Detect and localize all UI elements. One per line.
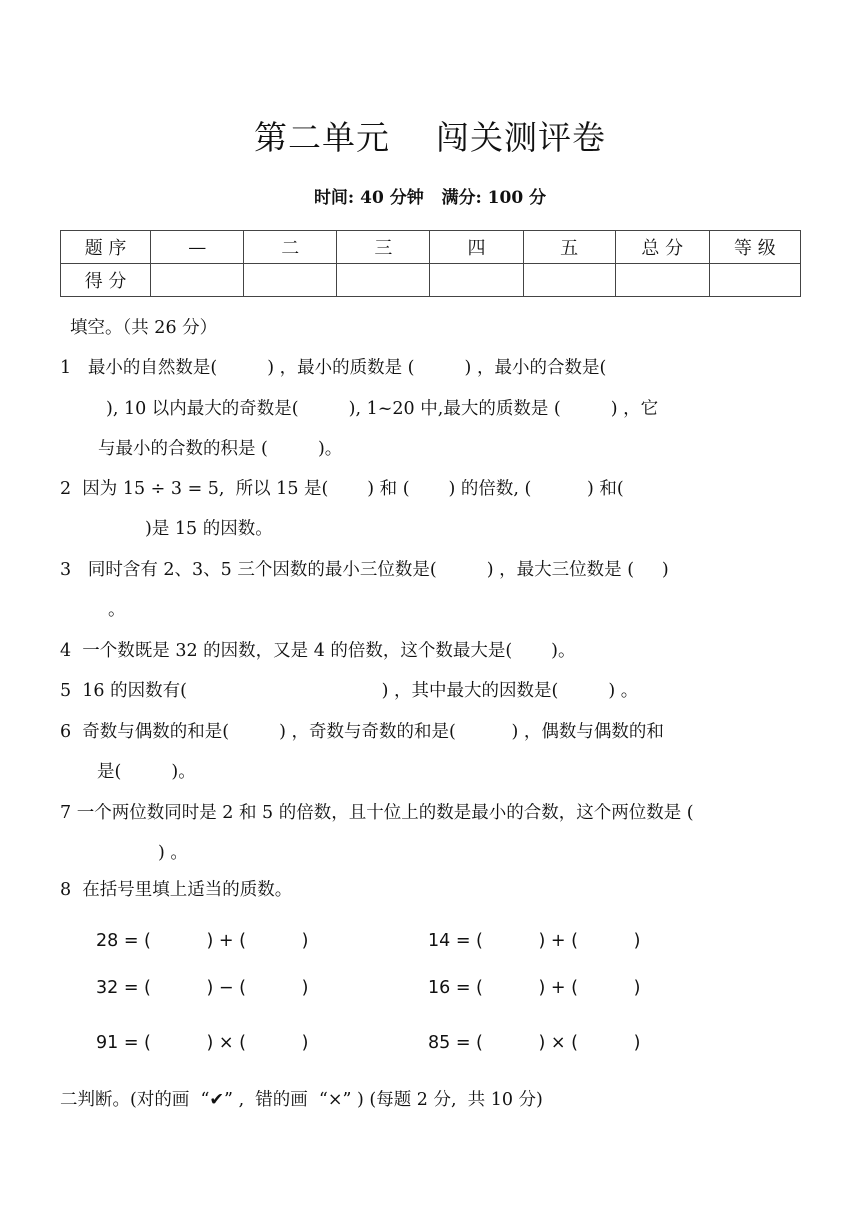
equation-14: 14 = ( ) + ( )	[428, 931, 641, 951]
time-score-info: 时间: 40 分钟 满分: 100 分	[313, 188, 547, 208]
question-1-line-1: 1 最小的自然数是( ) ，最小的质数是 ( ) ，最小的合数是(	[60, 358, 607, 378]
equation-16: 16 = ( ) + ( )	[428, 978, 641, 998]
score-table-header: 总 分	[615, 231, 709, 264]
score-table-header: 五	[523, 231, 615, 264]
question-6-line-1: 6 奇数与偶数的和是( ) ，奇数与奇数的和是( ) ，偶数与偶数的和	[60, 722, 664, 742]
question-7-line-2: ) 。	[158, 843, 188, 863]
score-table-header: —	[151, 231, 244, 264]
score-table-header: 题 序	[61, 231, 151, 264]
score-cell[interactable]	[151, 264, 244, 297]
question-4: 4 一个数既是 32 的因数，又是 4 的倍数，这个数最大是( )。	[60, 641, 576, 661]
score-table-header: 四	[430, 231, 523, 264]
score-table-header: 等 级	[709, 231, 800, 264]
score-cell[interactable]	[615, 264, 709, 297]
question-2-line-1: 2 因为 15 ÷ 3 = 5, 所以 15 是( ) 和 ( ) 的倍数, ( ) 和(	[60, 479, 624, 499]
score-cell[interactable]	[337, 264, 430, 297]
score-table	[60, 230, 801, 297]
question-5: 5 16 的因数有( ) ，其中最大的因数是( ) 。	[60, 681, 639, 701]
score-table-header: 二	[244, 231, 337, 264]
question-7-line-1: 7 一个两位数同时是 2 和 5 的倍数，且十位上的数是最小的合数，这个两位数是 (	[60, 803, 694, 823]
score-cell[interactable]	[523, 264, 615, 297]
question-6-line-2: 是( )。	[97, 762, 196, 782]
equation-91: 91 = ( ) × ( )	[96, 1033, 309, 1053]
page-title: 第二单元 闯关测评卷	[254, 118, 606, 157]
score-table-header-row	[61, 231, 801, 264]
equation-28: 28 = ( ) + ( )	[96, 931, 309, 951]
question-2-line-2: )是 15 的因数。	[145, 519, 273, 539]
question-8-text: 8 在括号里填上适当的质数。	[60, 880, 293, 900]
score-row-label: 得 分	[61, 264, 151, 297]
question-3-line-1: 3 同时含有 2、3、5 三个因数的最小三位数是( ) ，最大三位数是 ( )	[60, 560, 669, 580]
equation-32: 32 = ( ) − ( )	[96, 978, 309, 998]
score-cell[interactable]	[709, 264, 800, 297]
question-1-line-2: ), 10 以内最大的奇数是( ), 1~20 中,最大的质数是 ( ) ，它	[106, 399, 659, 419]
score-table-header: 三	[337, 231, 430, 264]
score-cell[interactable]	[244, 264, 337, 297]
section1-heading: 填空。（共 26 分）	[70, 318, 218, 338]
section2-heading: 二判断。(对的画 “✔” , 错的画 “×” ) (每题 2 分, 共 10 分)	[60, 1090, 543, 1110]
score-cell[interactable]	[430, 264, 523, 297]
question-1-line-3: 与最小的合数的积是 ( )。	[98, 439, 343, 459]
question-3-line-2: 。	[108, 600, 126, 620]
equation-85: 85 = ( ) × ( )	[428, 1033, 641, 1053]
score-table-score-row	[61, 264, 801, 297]
